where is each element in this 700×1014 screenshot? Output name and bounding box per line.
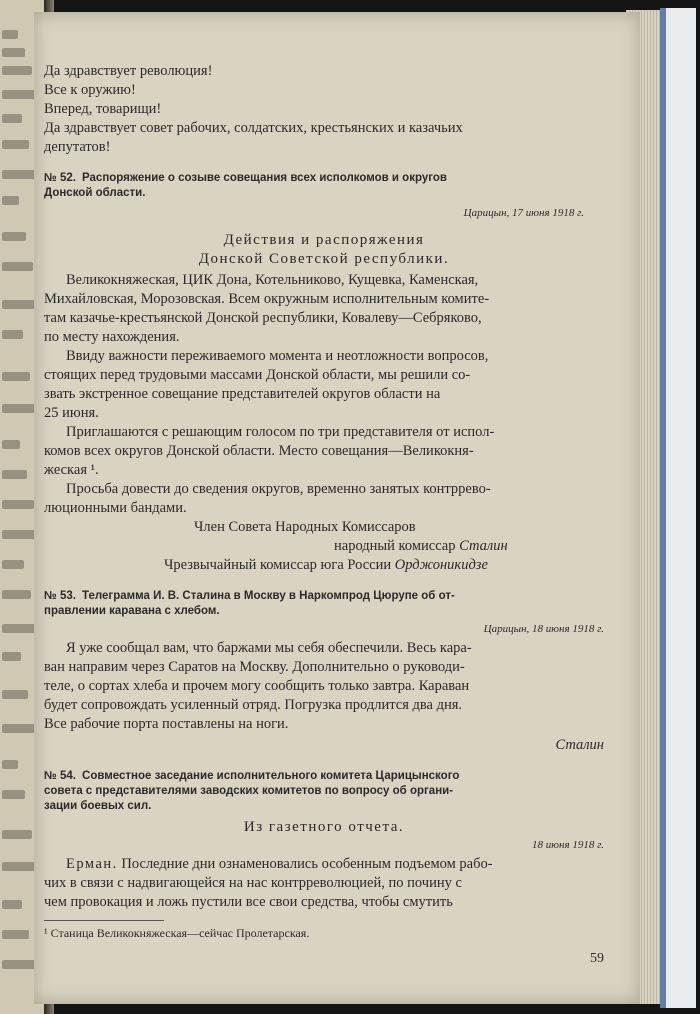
slogan-line: Вперед, товарищи! <box>44 101 162 117</box>
body-line: чих в связи с надвигающейся на нас контрреволюцией, по почину с <box>44 875 462 891</box>
background-wall <box>666 8 696 1008</box>
address-line: по месту нахождения. <box>44 329 180 345</box>
previous-page-line <box>2 930 29 939</box>
slogan-line: депутатов! <box>44 139 111 155</box>
doc-title-line: Донской области. <box>44 187 146 199</box>
footnote-divider <box>44 920 164 921</box>
signature-line <box>44 518 604 537</box>
slogans-block <box>44 62 604 157</box>
signature-name: Орджоникидзе <box>394 557 488 573</box>
signature-line <box>44 537 604 556</box>
signature-line <box>44 736 604 755</box>
slogan-line: Да здравствует революция! <box>44 63 213 79</box>
body-line: 25 июня. <box>44 405 99 421</box>
body-text: Последние дни ознаменовались особенным подъемом рабо- <box>121 856 493 872</box>
section-heading: Донской Советской республики. <box>198 251 450 267</box>
body-line: жеская ¹. <box>44 462 99 478</box>
previous-page-line <box>2 830 32 839</box>
previous-page-line <box>2 372 30 381</box>
previous-page-line <box>2 960 36 969</box>
doc-title-line: Телеграмма И. В. Сталина в Москву в Наркомпрод Цюрупе об от- <box>82 590 455 602</box>
previous-page-line <box>2 262 33 271</box>
previous-page-line <box>2 900 22 909</box>
doc-title-line: зации боевых сил. <box>44 800 152 812</box>
body-line: теле, о сортах хлеба и прочем могу сообщить только завтра. Караван <box>44 678 470 694</box>
document-53 <box>44 589 604 755</box>
body-line: Просьба довести до сведения округов, временно занятых контррево- <box>66 481 491 497</box>
doc-title-line: совета с представителями заводских комитетов по вопросу об органи- <box>44 785 454 797</box>
previous-page-line <box>2 114 22 123</box>
body-line: ван направим через Саратов на Москву. Дополнительно о руководи- <box>44 659 465 675</box>
doc-54-title <box>44 769 604 784</box>
previous-page-line <box>2 500 34 509</box>
signature-role: народный комиссар <box>334 538 456 554</box>
doc-number: № 52. <box>44 172 77 184</box>
previous-page-line <box>2 66 32 75</box>
body-line: комов всех округов Донской области. Место совещания—Великокня- <box>44 443 474 459</box>
doc-date: Царицын, 17 июня 1918 г. <box>463 207 584 219</box>
doc-date: 18 июня 1918 г. <box>532 839 604 851</box>
previous-page-line <box>2 690 28 699</box>
document-52 <box>44 171 604 575</box>
signature-name: Сталин <box>459 538 508 554</box>
previous-page-line <box>2 232 26 241</box>
body-line: стоящих перед трудовыми массами Донской области, мы решили со- <box>44 367 471 383</box>
body-line: Ввиду важности переживаемого момента и неотложности вопросов, <box>66 348 489 364</box>
document-54 <box>44 769 604 912</box>
body-line: звать экстренное совещание представителей округов области на <box>44 386 441 402</box>
previous-page-line <box>2 48 25 57</box>
doc-date: Царицын, 18 июня 1918 г. <box>483 623 604 635</box>
page-number: 59 <box>590 951 604 966</box>
previous-page-line <box>2 724 35 733</box>
signature-name: Сталин <box>555 737 604 753</box>
signature-line <box>44 556 604 575</box>
previous-page-line <box>2 440 20 449</box>
address-line: Михайловская, Морозовская. Всем окружным исполнительным комите- <box>44 291 490 307</box>
slogan-line: Все к оружию! <box>44 82 136 98</box>
doc-number: № 54. <box>44 770 77 782</box>
previous-page-line <box>2 470 27 479</box>
signature-role: Член Совета Народных Комиссаров <box>194 519 416 535</box>
book-page <box>34 12 640 1004</box>
previous-page-line <box>2 560 24 569</box>
previous-page-line <box>2 760 18 769</box>
signature-role: Чрезвычайный комиссар юга России <box>164 557 392 573</box>
doc-title-line: Распоряжение о созыве совещания всех исполкомов и округов <box>82 172 447 184</box>
doc-number: № 53. <box>44 590 77 602</box>
slogan-line: Да здравствует совет рабочих, солдатских, крестьянских и казачьих <box>44 120 463 136</box>
previous-page-line <box>2 652 21 661</box>
previous-page-line <box>2 170 36 179</box>
body-line <box>44 855 604 874</box>
doc-52-title <box>44 171 604 186</box>
previous-page-line <box>2 590 31 599</box>
body-line: будет сопровождать усиленный отряд. Погрузка продлится два дня. <box>44 697 463 713</box>
doc-53-title <box>44 589 604 604</box>
address-line: там казачье-крестьянской Донской республики, Ковалеву—Себряково, <box>44 310 482 326</box>
section-heading: Из газетного отчета. <box>243 819 405 835</box>
body-line: Все рабочие порта поставлены на ноги. <box>44 716 289 732</box>
previous-page-line <box>2 30 18 39</box>
doc-title-line: Совместное заседание исполнительного комитета Царицынского <box>82 770 460 782</box>
footnote: ¹ Станица Великокняжеская—сейчас Пролетарская. <box>44 926 310 940</box>
doc-title-line: правлении каравана с хлебом. <box>44 605 220 617</box>
previous-page-line <box>2 624 38 633</box>
previous-page-line <box>2 404 37 413</box>
speaker-name: Ерман. <box>66 856 118 872</box>
body-line: чем провокация и ложь пустили все свои средства, чтобы смутить <box>44 894 453 910</box>
previous-page-line <box>2 330 23 339</box>
page-content <box>44 62 604 967</box>
previous-page-line <box>2 790 25 799</box>
body-line: Приглашаются с решающим голосом по три представителя от испол- <box>66 424 495 440</box>
body-line: Я уже сообщал вам, что баржами мы себя обеспечили. Весь кара- <box>66 640 472 656</box>
previous-page-line <box>2 140 29 149</box>
body-line: люционными бандами. <box>44 500 187 516</box>
address-line: Великокняжеская, ЦИК Дона, Котельниково, Кущевка, Каменская, <box>66 272 479 288</box>
section-heading: Действия и распоряжения <box>223 232 425 248</box>
previous-page-line <box>2 196 19 205</box>
